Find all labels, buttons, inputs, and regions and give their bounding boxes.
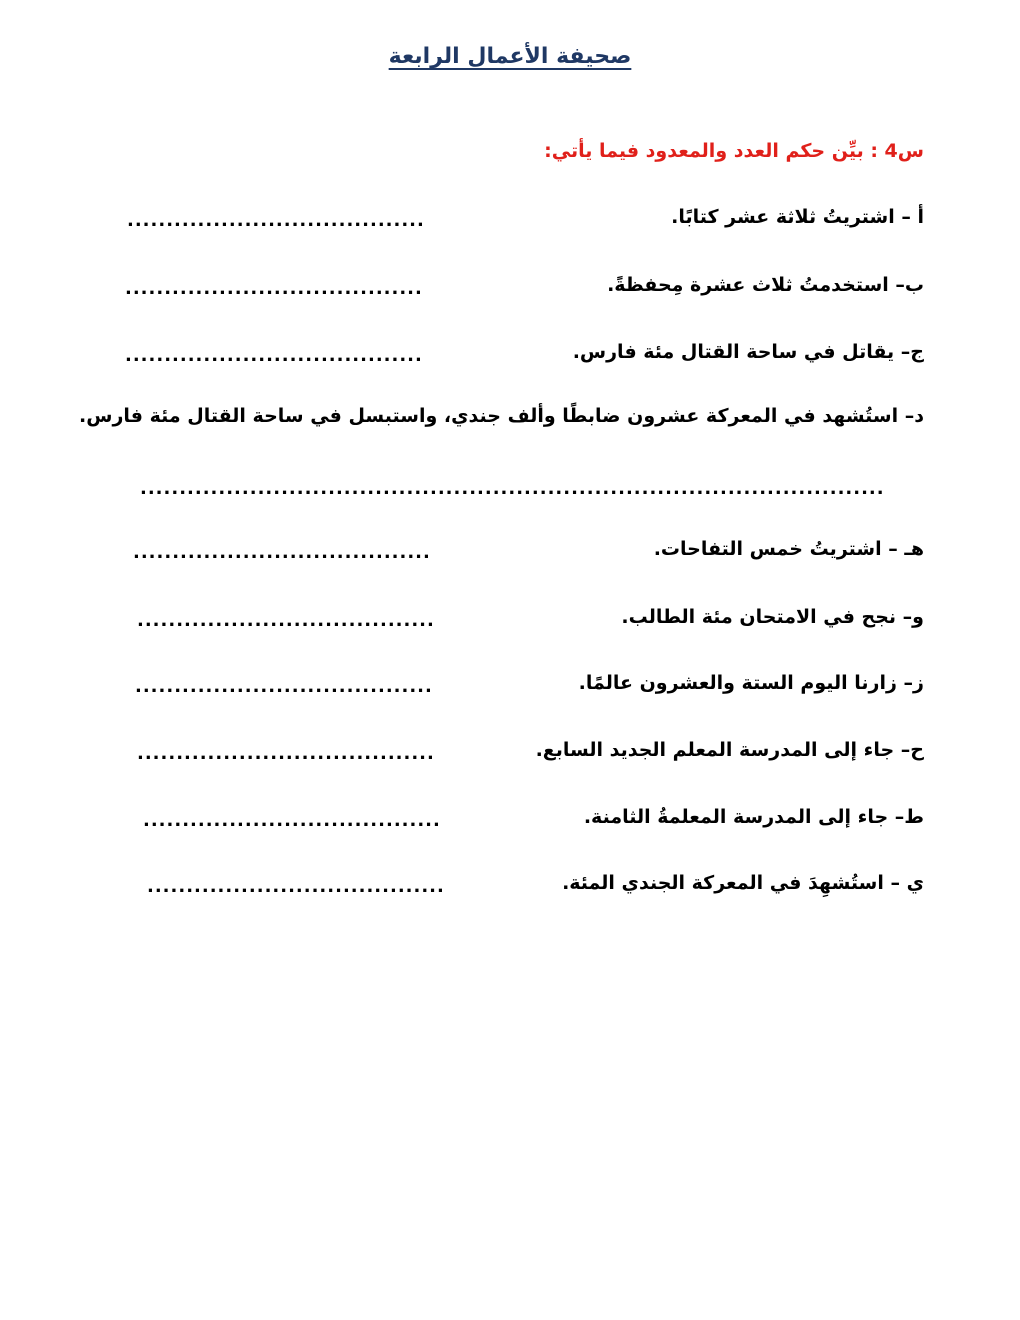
exercise-item-j: ي – استُشهِدَ في المعركة الجندي المئة. xyxy=(562,872,924,894)
answer-line-e: ...................................... xyxy=(133,542,431,563)
answer-line-i: ...................................... xyxy=(143,810,441,831)
exercise-item-d: د– استُشهد في المعركة عشرون ضابطًا وألف جندي، واستبسل في ساحة القتال مئة فارس. xyxy=(79,405,924,427)
exercise-item-f: و– نجح في الامتحان مئة الطالب. xyxy=(621,606,924,628)
exercise-item-h: ح– جاء إلى المدرسة المعلم الجديد السابع. xyxy=(535,739,924,761)
question-heading: س4 : بيِّن حكم العدد والمعدود فيما يأتي: xyxy=(544,140,924,162)
exercise-item-i: ط– جاء إلى المدرسة المعلمةُ الثامنة. xyxy=(583,806,924,828)
answer-line-c: ...................................... xyxy=(125,345,423,366)
answer-line-g: ...................................... xyxy=(135,676,433,697)
exercise-item-e: هـ – اشتريتُ خمس التفاحات. xyxy=(653,538,924,560)
answer-line-h: ...................................... xyxy=(137,743,435,764)
answer-line-a: ...................................... xyxy=(127,210,425,231)
exercise-item-b: ب– استخدمتُ ثلاث عشرة مِحفظةً. xyxy=(607,274,924,296)
answer-line-f: ...................................... xyxy=(137,610,435,631)
exercise-item-c: ج– يقاتل في ساحة القتال مئة فارس. xyxy=(572,341,924,363)
answer-line-j: ...................................... xyxy=(147,876,445,897)
exercise-item-g: ز– زارنا اليوم الستة والعشرون عالمًا. xyxy=(578,672,924,694)
answer-line-b: ...................................... xyxy=(125,278,423,299)
exercise-item-a: أ – اشتريتُ ثلاثة عشر كتابًا. xyxy=(671,206,924,228)
worksheet-title: صحيفة الأعمال الرابعة xyxy=(388,44,632,69)
answer-line-d: ............................................................................................... xyxy=(140,478,885,499)
